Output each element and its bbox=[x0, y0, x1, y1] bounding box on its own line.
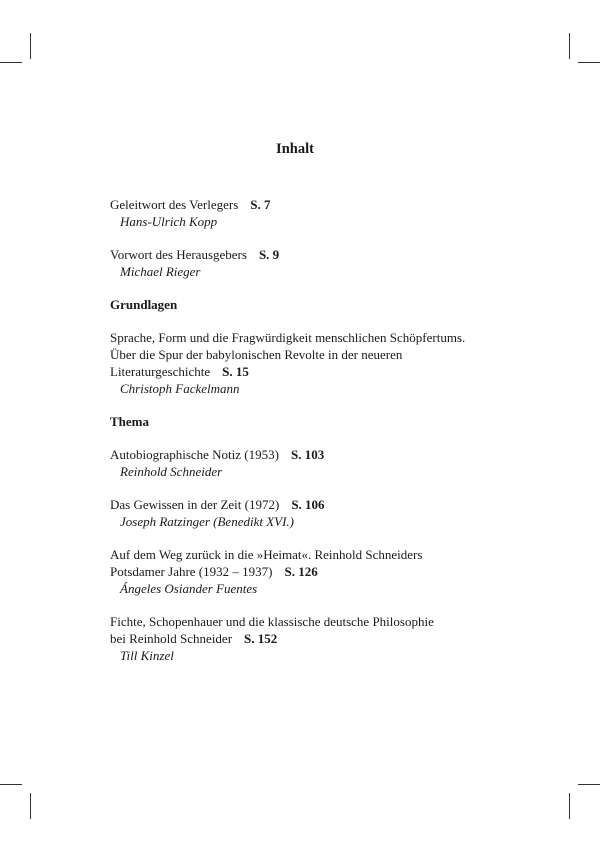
crop-mark bbox=[0, 62, 22, 63]
toc-entry bbox=[110, 329, 530, 397]
crop-mark bbox=[0, 784, 22, 785]
toc-entry bbox=[110, 196, 530, 230]
toc-entry bbox=[110, 546, 530, 597]
page-number: S. 15 bbox=[222, 364, 249, 379]
entry-title: Literaturgeschichte bbox=[110, 364, 211, 379]
section-heading: Thema bbox=[110, 414, 149, 429]
page-number: S. 126 bbox=[284, 564, 318, 579]
page-number: S. 152 bbox=[244, 631, 278, 646]
page-number: S. 7 bbox=[250, 197, 271, 212]
entry-author: Ángeles Osiander Fuentes bbox=[120, 581, 258, 596]
toc-entry bbox=[110, 496, 530, 530]
entry-author: Hans-Ulrich Kopp bbox=[120, 214, 218, 229]
entry-author: Joseph Ratzinger (Benedikt XVI.) bbox=[120, 514, 294, 529]
crop-mark bbox=[30, 33, 31, 59]
entry-author: Reinhold Schneider bbox=[120, 464, 223, 479]
crop-mark bbox=[578, 784, 600, 785]
section-heading: Grundlagen bbox=[110, 297, 178, 312]
entry-author: Till Kinzel bbox=[120, 648, 174, 663]
table-of-contents bbox=[110, 196, 530, 664]
toc-entry bbox=[110, 446, 530, 480]
entry-title: Autobiographische Notiz (1953) bbox=[110, 447, 279, 462]
page-number: S. 103 bbox=[290, 447, 325, 462]
entry-title: Fichte, Schopenhauer und die klassische deutsche Philosophie bbox=[110, 614, 434, 629]
entry-title: Über die Spur der babylonischen Revolte in der neueren bbox=[110, 347, 403, 362]
toc-entry bbox=[110, 246, 530, 280]
crop-mark bbox=[578, 62, 600, 63]
page-title: Inhalt bbox=[276, 141, 314, 157]
entry-title: Potsdamer Jahre (1932 – 1937) bbox=[110, 564, 273, 579]
page-number: S. 9 bbox=[258, 247, 280, 262]
crop-mark bbox=[569, 33, 570, 59]
crop-mark bbox=[569, 793, 570, 819]
entry-title: Geleitwort des Verlegers bbox=[110, 197, 239, 212]
page-number: S. 106 bbox=[291, 497, 325, 512]
entry-title: bei Reinhold Schneider bbox=[110, 631, 233, 646]
entry-author: Michael Rieger bbox=[120, 264, 201, 279]
entry-title: Auf dem Weg zurück in die »Heimat«. Reinhold Schneiders bbox=[110, 547, 423, 562]
entry-title: Sprache, Form und die Fragwürdigkeit menschlichen Schöpfertums. bbox=[110, 330, 466, 345]
entry-title: Das Gewissen in der Zeit (1972) bbox=[110, 497, 280, 512]
toc-entry bbox=[110, 613, 530, 664]
crop-mark bbox=[30, 793, 31, 819]
entry-title: Vorwort des Herausgebers bbox=[110, 247, 247, 262]
entry-author: Christoph Fackelmann bbox=[120, 381, 240, 396]
